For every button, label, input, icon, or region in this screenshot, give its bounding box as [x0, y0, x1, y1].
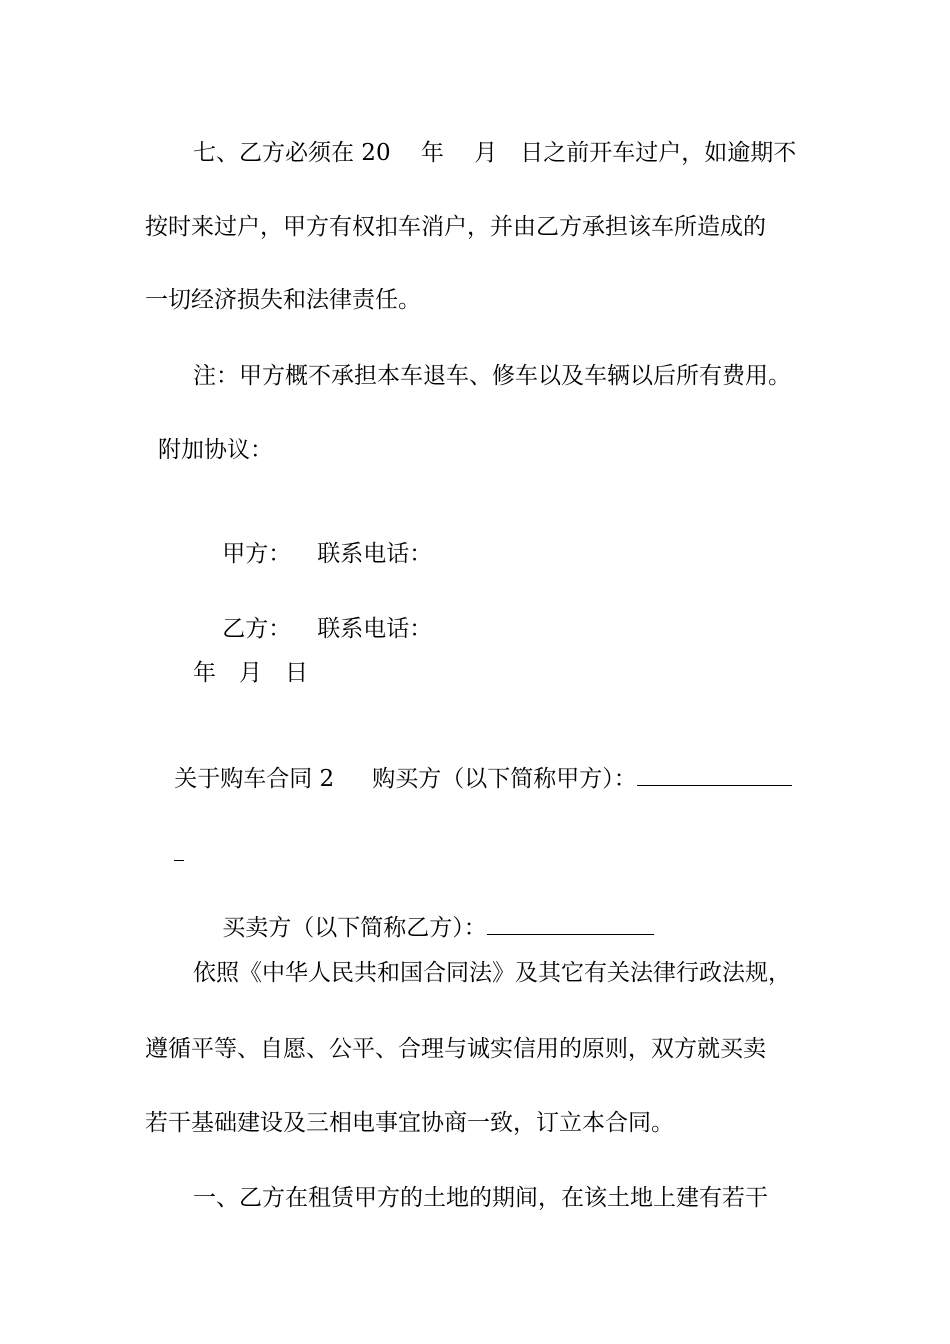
clause-7-line-1: 七、乙方必须在 20 年 月 日之前开车过户，如逾期不 [193, 140, 797, 166]
contract-2-heading-row [145, 733, 792, 824]
party-b-label: 乙方： [222, 616, 292, 642]
buyer-label: 购买方（以下简称甲方）： [372, 766, 637, 792]
clause-1-line-1: 一、乙方在租赁甲方的土地的期间，在该土地上建有若干 [193, 1185, 768, 1211]
addendum-label: 附加协议： [158, 437, 273, 463]
note-paragraph: 注：甲方概不承担本车退车、修车以及车辆以后所有费用。 [193, 363, 791, 389]
clause-7-line-2: 按时来过户，甲方有权扣车消户，并由乙方承担该车所造成的 [145, 214, 766, 240]
party-a-label: 甲方： [222, 541, 292, 567]
contract-2-title: 关于购车合同 2 [174, 766, 335, 792]
seller-name-blank [487, 912, 654, 935]
preamble-line-1: 依照《中华人民共和国合同法》及其它有关法律行政法规， [193, 960, 791, 986]
date-line: 年 月 日 [193, 660, 308, 686]
party-b-phone-label: 联系电话： [317, 616, 433, 642]
buyer-name-blank [637, 763, 792, 786]
clause-7-line-3: 一切经济损失和法律责任。 [145, 287, 421, 313]
party-a-phone-label: 联系电话： [317, 541, 433, 567]
preamble-line-3: 若干基础建设及三相电事宜协商一致，订立本合同。 [145, 1110, 674, 1136]
seller-label: 买卖方（以下简称乙方）： [222, 915, 487, 941]
preamble-line-2: 遵循平等、自愿、公平、合理与诚实信用的原则，双方就买卖 [145, 1036, 766, 1062]
buyer-blank-continuation [145, 808, 184, 899]
buyer-name-blank-tail [174, 838, 184, 861]
